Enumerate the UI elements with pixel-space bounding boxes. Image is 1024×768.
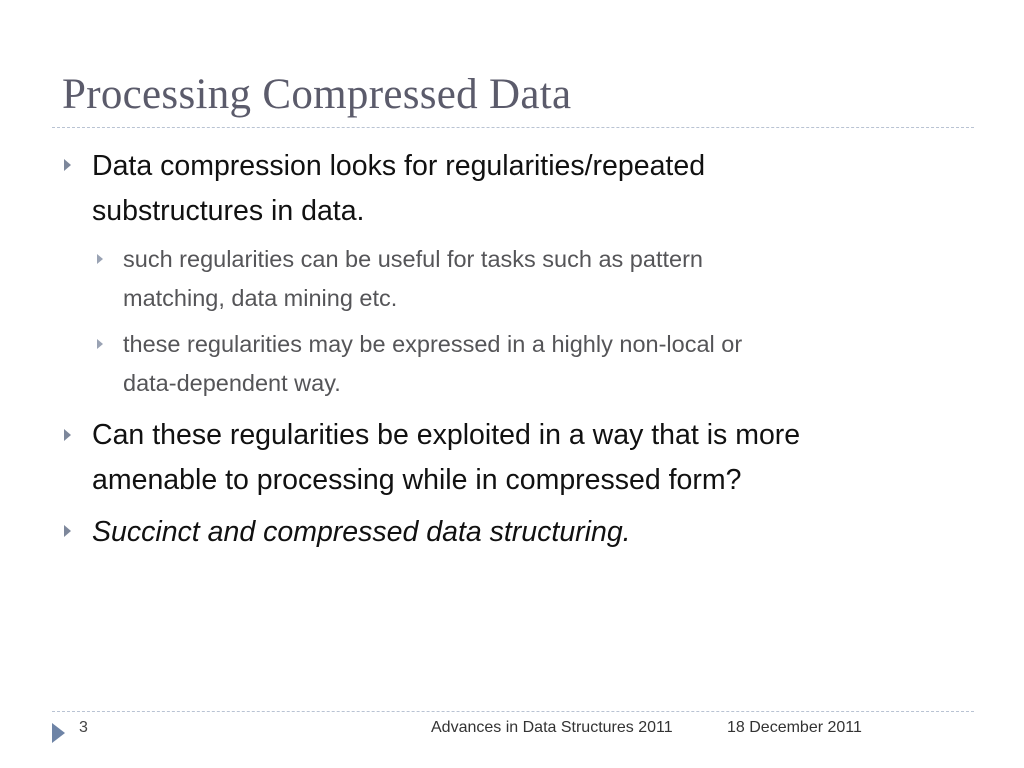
bullet-arrow-icon	[64, 525, 71, 537]
page-number: 3	[79, 719, 88, 736]
sub-bullet-arrow-icon	[97, 254, 103, 264]
bullet-1-line-1: Data compression looks for regularities/repeated	[92, 150, 706, 182]
bullet-2-line-1: Can these regularities be exploited in a way that is more	[92, 419, 801, 451]
sub-bullet-arrow-icon	[97, 339, 103, 349]
footer-conference: Advances in Data Structures 2011	[431, 719, 673, 736]
sub-bullet-2-line-2: data-dependent way.	[123, 370, 341, 396]
bullet-arrow-icon	[64, 159, 71, 171]
footer-divider	[52, 711, 974, 712]
title-divider	[52, 127, 974, 128]
sub-bullet-1-line-1: such regularities can be useful for tasks such as pattern	[123, 246, 703, 272]
footer-date: 18 December 2011	[727, 719, 862, 736]
footer-arrow-icon	[52, 723, 65, 743]
sub-bullet-1-line-2: matching, data mining etc.	[123, 285, 398, 311]
sub-bullet-2-line-1: these regularities may be expressed in a highly non-local or	[123, 331, 743, 357]
bullet-1-line-2: substructures in data.	[92, 195, 365, 227]
slide-title: Processing Compressed Data	[62, 71, 572, 118]
bullet-3-line-1: Succinct and compressed data structuring.	[92, 516, 631, 548]
bullet-2-line-2: amenable to processing while in compressed form?	[92, 464, 742, 496]
bullet-arrow-icon	[64, 429, 71, 441]
